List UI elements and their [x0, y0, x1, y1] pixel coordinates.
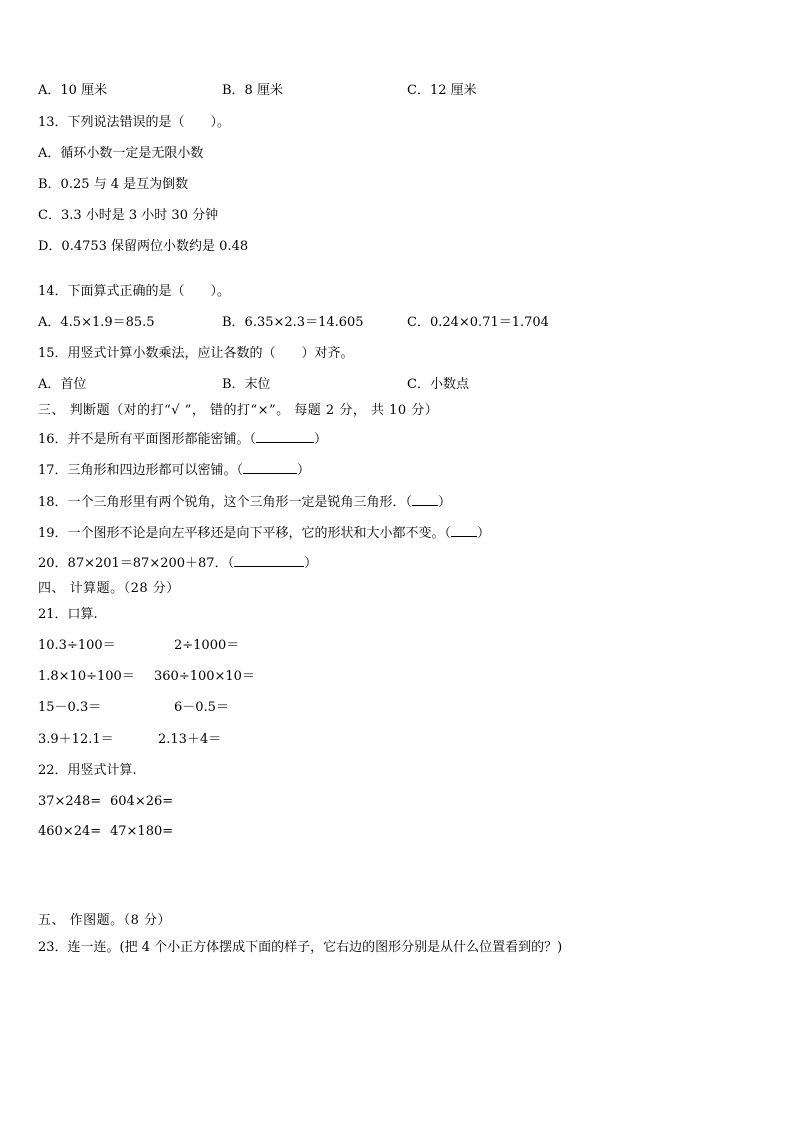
- section-3-heading: 三、 判断题（对的打“√ ”， 错的打“×”。 每题 2 分， 共 10 分）: [38, 403, 439, 418]
- judge-end: ）: [438, 495, 452, 510]
- judge-item: [38, 493, 451, 511]
- judge-end: ）: [297, 463, 311, 478]
- oral-calc-item: 360÷100×10＝: [154, 669, 255, 684]
- q14-stem: 14．下面算式正确的是（ ）。: [38, 284, 231, 299]
- judge-end: ）: [314, 432, 328, 447]
- q12-option-c: C．12 厘米: [407, 83, 477, 98]
- answer-blank[interactable]: [412, 493, 438, 506]
- q14-option-a: A．4.5×1.9＝85.5: [38, 315, 155, 330]
- vertical-calc-item: 460×24=: [38, 824, 102, 839]
- q14-option-c: C．0.24×0.71＝1.704: [407, 315, 549, 330]
- q23-stem: 23．连一连。(把 4 个小正方体摆成下面的样子，它右边的图形分别是从什么位置看到的？): [38, 940, 563, 955]
- oral-calc-item: 1.8×10÷100＝: [38, 669, 135, 684]
- q13-stem: 13．下列说法错误的是（ ）。: [38, 115, 231, 130]
- vertical-calc-item: 604×26=: [110, 794, 174, 809]
- q15-option-c: C．小数点: [407, 377, 469, 392]
- answer-blank[interactable]: [243, 461, 297, 474]
- q13-option-b: B．0.25 与 4 是互为倒数: [38, 177, 189, 192]
- judge-item: [38, 461, 310, 479]
- judge-end: ）: [477, 526, 491, 541]
- judge-text: 20．87×201＝87×200＋87．（: [38, 556, 235, 571]
- judge-text: 17．三角形和四边形都可以密铺。（: [38, 463, 244, 478]
- vertical-calc-item: 47×180=: [110, 824, 174, 839]
- q12-option-b: B．8 厘米: [222, 83, 283, 98]
- judge-item: [38, 554, 317, 572]
- answer-blank[interactable]: [451, 524, 477, 537]
- q13-option-a: A．循环小数一定是无限小数: [38, 146, 204, 161]
- judge-text: 19．一个图形不论是向左平移还是向下平移，它的形状和大小都不变。（: [38, 526, 452, 541]
- answer-blank[interactable]: [256, 430, 314, 443]
- oral-calc-item: 3.9＋12.1＝: [38, 732, 114, 747]
- section-4-heading: 四、 计算题。（28 分）: [38, 581, 180, 596]
- q12-option-a: A．10 厘米: [38, 83, 108, 98]
- oral-calc-item: 2.13＋4＝: [158, 732, 222, 747]
- q15-stem: 15．用竖式计算小数乘法，应让各数的（ ）对齐。: [38, 346, 354, 361]
- judge-text: 16．并不是所有平面图形都能密铺。（: [38, 432, 257, 447]
- oral-calc-item: 6－0.5＝: [174, 700, 229, 715]
- answer-blank[interactable]: [234, 554, 304, 567]
- q22-title: 22．用竖式计算.: [38, 763, 137, 778]
- q14-option-b: B．6.35×2.3＝14.605: [222, 315, 364, 330]
- judge-item: [38, 430, 327, 448]
- q21-title: 21．口算.: [38, 607, 98, 622]
- q13-option-c: C．3.3 小时是 3 小时 30 分钟: [38, 208, 219, 223]
- section-5-heading: 五、 作图题。（8 分）: [38, 913, 172, 928]
- q15-option-a: A．首位: [38, 377, 87, 392]
- judge-item: [38, 524, 490, 542]
- oral-calc-item: 10.3÷100＝: [38, 638, 116, 653]
- oral-calc-item: 2÷1000＝: [174, 638, 240, 653]
- judge-text: 18．一个三角形里有两个锐角，这个三角形一定是锐角三角形．（: [38, 495, 413, 510]
- judge-end: ）: [304, 556, 318, 571]
- vertical-calc-item: 37×248=: [38, 794, 102, 809]
- q13-option-d: D．0.4753 保留两位小数约是 0.48: [38, 239, 249, 254]
- q15-option-b: B．末位: [222, 377, 271, 392]
- oral-calc-item: 15－0.3＝: [38, 700, 102, 715]
